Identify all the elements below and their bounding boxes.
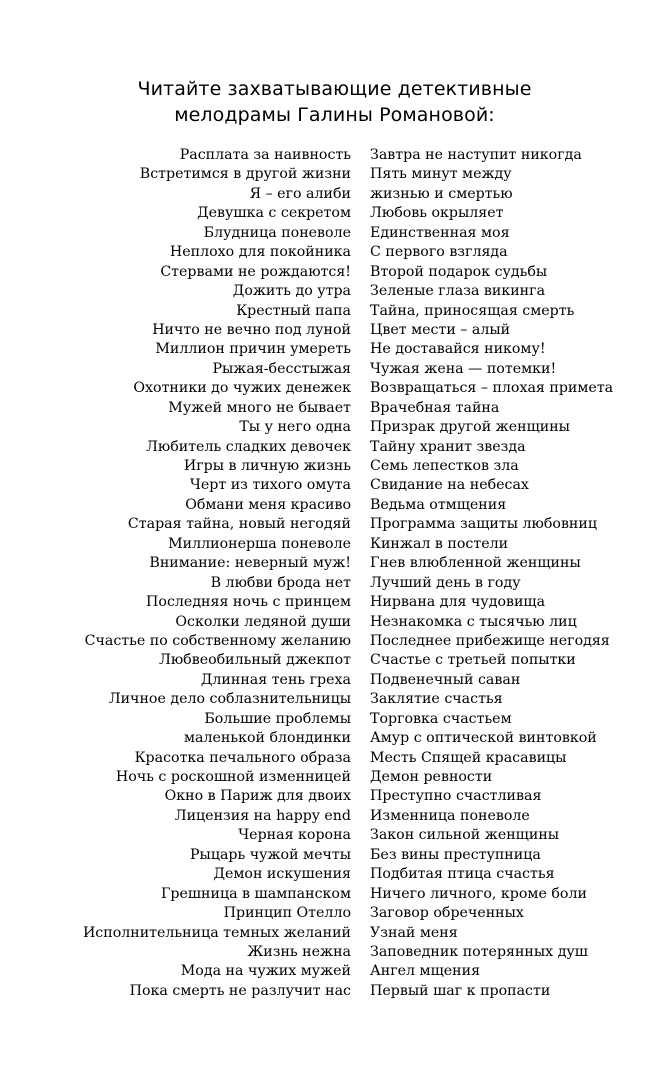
book-title: Рыжая-бесстыжая [212,360,351,377]
book-title: Охотники до чужих денежек [133,380,351,397]
book-title: Цвет мести – алый [370,321,511,338]
book-title: Последняя ночь с принцем [146,594,351,611]
book-title: Преступно счастливая [370,788,542,805]
book-title: Красотка печального образа [134,749,351,766]
book-title: Кинжал в постели [370,535,509,552]
book-title: Личное дело соблазнительницы [108,691,351,708]
book-title: Любвеобильный джекпот [158,652,351,669]
book-title: Нирвана для чудовища [370,594,546,611]
book-title: В любви брода нет [210,574,351,591]
book-title: Демон искушения [213,866,351,883]
book-title: Демон ревности [370,769,493,785]
book-title: Не доставайся никому! [370,341,546,358]
book-title: Первый шаг к пропасти [370,982,551,999]
book-title: Стервами не рождаются! [160,263,351,280]
book-title: Ты у него одна [239,419,351,436]
book-title: Торговка счастьем [370,710,512,727]
book-title: Второй подарок судьбы [370,263,548,280]
book-title: Любитель сладких девочек [146,438,351,455]
book-title: Принцип Отелло [223,905,351,922]
book-title: Призрак другой женщины [370,419,570,436]
book-title: Завтра не наступит никогда [370,147,582,163]
book-title: Осколки ледяной души [175,613,351,630]
heading-line-1: Читайте захватывающие детективные [137,78,532,100]
book-title: Ангел мщения [370,963,481,980]
book-title: Внимание: неверный муж! [149,555,351,572]
book-title: Единственная моя [370,224,510,241]
book-title: Изменница поневоле [370,807,530,824]
book-title: Дожить до утра [232,283,351,300]
book-title: Исполнительница темных желаний [82,924,351,941]
heading-line-2: мелодрамы Галины Романовой: [174,104,495,126]
book-title: Неплохо для покойника [169,244,351,261]
book-title: Большие проблемы [204,710,351,727]
book-title: Семь лепестков зла [370,458,519,474]
book-title: Игры в личную жизнь [183,458,351,474]
book-title: Заклятие счастья [370,691,503,708]
book-title: Зеленые глаза викинга [370,283,546,300]
book-title: Заповедник потерянных душ [370,943,588,960]
book-title: Мужей много не бывает [168,399,351,416]
book-title: маленькой блондинки [184,730,351,747]
book-title: Программа защиты любовниц [370,516,597,533]
book-title: Месть Спящей красавицы [370,749,567,766]
book-title: Старая тайна, новый негодяй [127,516,351,533]
book-title: Врачебная тайна [370,399,500,416]
book-title: Последнее прибежище негодяя [370,632,610,649]
book-title: Без вины преступница [370,846,541,863]
book-title: жизнью и смертью [370,185,513,202]
book-title: Узнай меня [370,924,458,941]
book-title: Пять минут между [370,166,512,183]
book-title: С первого взгляда [370,244,508,261]
book-title: Грешница в шампанском [160,885,351,902]
book-title: Крестный папа [236,302,351,319]
book-title: Окно в Париж для двоих [164,788,351,805]
book-title: Черная корона [238,827,351,844]
book-title: Пока смерть не разлучит нас [129,982,351,999]
book-title: Счастье по собственному желанию [84,632,351,649]
book-title: Черт из тихого омута [189,477,351,494]
book-title: Ничего личного, кроме боли [370,885,587,902]
book-title: Встретимся в другой жизни [139,166,351,183]
book-title: Миллионерша поневоле [168,535,351,552]
right-title-column [370,146,613,1001]
book-title: Девушка с секретом [197,205,351,222]
book-title: Гнев влюбленной женщины [370,555,581,572]
book-title: Счастье с третьей попытки [370,652,576,669]
book-title: Незнакомка с тысячью лиц [370,613,577,630]
book-title: Ночь с роскошной изменницей [115,769,351,785]
book-title: Ведьма отмщения [370,496,507,513]
book-title: Мода на чужих мужей [180,963,351,980]
book-title: Обмани меня красиво [185,496,351,513]
book-title: Лучший день в году [370,574,521,591]
book-title: Амур с оптической винтовкой [370,730,597,747]
book-title: Расплата за наивность [179,147,351,163]
book-title: Жизнь нежна [247,943,351,960]
book-title: Возвращаться – плохая примета [370,380,614,397]
book-title: Я – его алиби [249,185,351,202]
page-heading [0,76,669,128]
book-title: Блудница поневоле [203,224,351,241]
book-title: Лицензия на happy end [174,807,351,824]
book-title: Чужая жена — потемки! [370,360,557,377]
book-title: Длинная тень греха [200,671,351,688]
book-title: Любовь окрыляет [370,205,504,222]
book-title: Тайну хранит звезда [370,438,526,455]
book-title: Рыцарь чужой мечты [190,846,351,863]
book-title: Тайна, приносящая смерть [370,302,575,319]
book-title: Заговор обреченных [370,905,524,922]
book-title: Ничто не вечно под луной [152,321,351,338]
book-title: Закон сильной женщины [370,827,560,844]
book-title: Подвенечный саван [370,671,521,688]
book-title: Подбитая птица счастья [370,866,555,883]
book-title: Миллион причин умереть [155,341,351,358]
left-title-column [83,146,351,1001]
book-title: Свидание на небесах [370,477,529,494]
